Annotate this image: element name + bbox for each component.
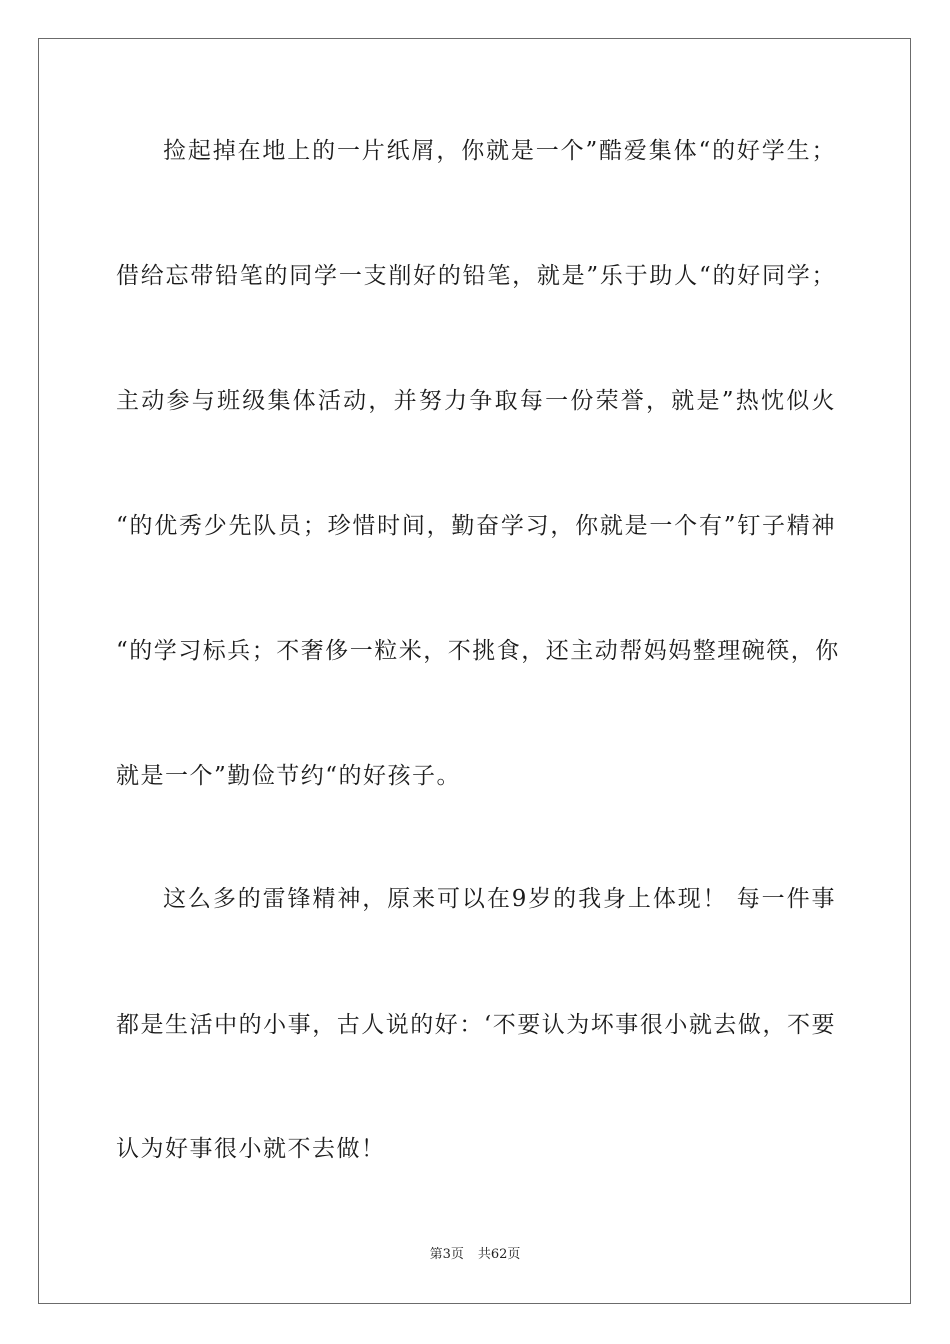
text-line: 认为好事很小就不去做！ — [116, 1136, 386, 1162]
text-line: 就是一个”勤俭节约“的好孩子。 — [116, 763, 462, 789]
text-line: 都是生活中的小事，古人说的好：‘不要认为坏事很小就去做，不要 — [116, 1012, 836, 1038]
text-line: “的学习标兵；不奢侈一粒米，不挑食，还主动帮妈妈整理碗筷，你 — [116, 638, 840, 664]
text-line: “的优秀少先队员；珍惜时间，勤奋学习，你就是一个有”钉子精神 — [116, 513, 836, 539]
page-frame — [38, 38, 911, 1304]
page-number: 第3页 — [429, 1247, 464, 1262]
text-line: 捡起掉在地上的一片纸屑，你就是一个”酷爱集体“的好学生； — [163, 138, 836, 164]
text-line: 借给忘带铅笔的同学一支削好的铅笔，就是”乐于助人“的好同学； — [116, 263, 836, 289]
text-line: 主动参与班级集体活动，并努力争取每一份荣誉，就是”热忱似火 — [116, 388, 836, 414]
total-pages: 共62页 — [477, 1247, 521, 1262]
page-footer — [0, 1246, 950, 1264]
text-line: 这么多的雷锋精神，原来可以在9岁的我身上体现！ 每一件事 — [163, 886, 836, 912]
